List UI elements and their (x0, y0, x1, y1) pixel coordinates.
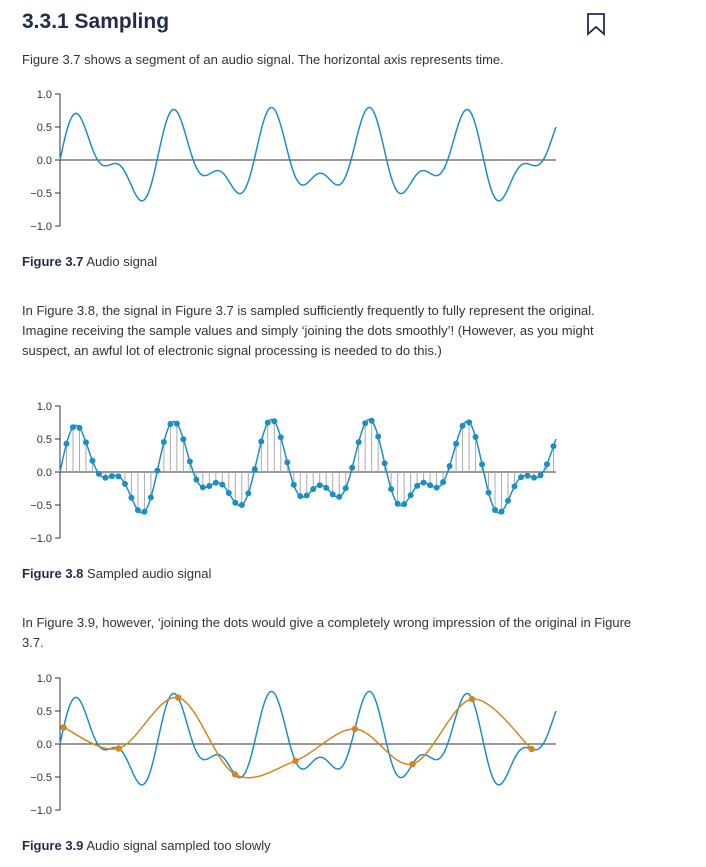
fig39-ytick-label: 0.0 (36, 739, 52, 751)
fig37-ytick-label: 0.0 (36, 155, 52, 167)
fig38-ytick-label: 1.0 (36, 401, 52, 413)
figure-3-9-caption (22, 838, 271, 853)
fig38-ytick-label: −0.5 (30, 500, 52, 512)
fig37-ytick-label: 1.0 (36, 89, 52, 101)
figure-3-7-text: Audio signal (86, 254, 158, 269)
fig39-ytick-label: 0.5 (36, 706, 52, 718)
fig39-ytick-label: 1.0 (36, 673, 52, 685)
figure-3-8-text: Sampled audio signal (87, 566, 212, 581)
fig37-ytick-label: −1.0 (30, 221, 52, 233)
figure-3-9-label: Figure 3.9 (22, 838, 84, 853)
fig37-ytick-label: −0.5 (30, 188, 52, 200)
fig39-ytick-label: −1.0 (30, 805, 52, 817)
fig39-sample-point (469, 696, 475, 702)
fig38-ytick-label: 0.0 (36, 467, 52, 479)
fig38-ytick-label: 0.5 (36, 434, 52, 446)
fig39-sample-point (352, 726, 358, 732)
fig39-signal-line (60, 691, 556, 784)
fig39-ytick-label: −0.5 (30, 772, 52, 784)
paragraph-sampled: In Figure 3.8, the signal in Figure 3.7 is sampled sufficiently frequently to fully represent the original. Imagine receiving the sample values and simply ‘joining the dots smoothly’! (However, as you might suspect, an awful lot of electronic signal processing is needed to do this.) (22, 303, 595, 358)
fig39-sample-point (528, 746, 534, 752)
figure-3-8-label: Figure 3.8 (22, 566, 84, 581)
paragraph-intro: Figure 3.7 shows a segment of an audio signal. The horizontal axis represents time. (22, 52, 504, 67)
figure-3-9-text: Audio signal sampled too slowly (86, 838, 271, 853)
fig39-sample-point (60, 724, 66, 730)
fig39-sample-point (115, 745, 121, 751)
fig37-ytick-label: 0.5 (36, 122, 52, 134)
fig39-sample-point (409, 761, 415, 767)
fig38-ytick-label: −1.0 (30, 533, 52, 545)
section-title: 3.3.1 Sampling (22, 10, 170, 33)
paragraph-too-slow: In Figure 3.9, however, ‘joining the dots would give a completely wrong impression of the original in Figure 3.7. (22, 615, 632, 650)
fig39-sample-point (292, 758, 298, 764)
figure-3-7-label: Figure 3.7 (22, 254, 84, 269)
fig39-sample-point (232, 771, 238, 777)
fig39-sample-point (175, 694, 181, 700)
